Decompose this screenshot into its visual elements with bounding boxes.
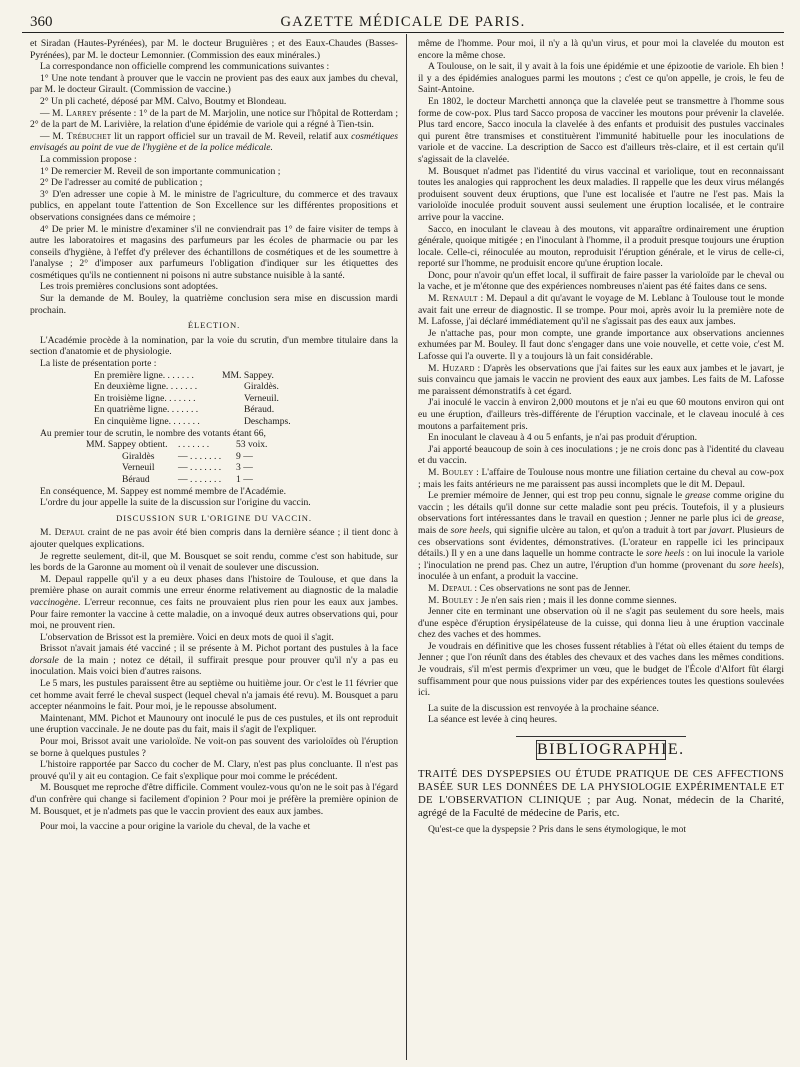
paragraph <box>418 490 784 583</box>
candidate-name: Deschamps. <box>244 416 291 427</box>
candidate-name: Béraud. <box>244 404 275 416</box>
paragraph: L'observation de Brissot est la première. Voici en deux mots de quoi il s'agit. <box>40 631 334 643</box>
paragraph-text: : Ces observations ne sont pas de Jenner. <box>471 582 631 594</box>
paragraph-text: présente : 1° de la part de M. Marjolin, une notice sur l'hôpital de Rotterdam ; 2° de la part de M. Larivière, la relation d'une épidémie de variole qui a régné à Tien-tsin. <box>30 107 398 131</box>
paragraph-text: . L'erreur reconnue, ces faits ne prouvaient plus rien pour les eaux aux jambes. Pour faire remonter la vaccine à cette maladie, on a invoqué deux autres observations qui, pour moi, ne prouvent rien. <box>30 596 398 632</box>
italic-text: grease <box>756 513 782 525</box>
paragraph-text: : M. Depaul a dit qu'avant le voyage de M. Leblanc à Toulouse tout le monde avait fait une erreur de diagnostic. Il se trompe. Pour moi, après avoir lu la première note de M. Lafosse, j'ai déclaré immédiatement qu'il ne s'agissait pas des eaux aux jambes. <box>418 293 784 328</box>
paragraph-text: M. Depaul rappelle qu'il y a eu deux phases dans l'histoire de Toulouse, et que dans la première phase on aurait commis une erreur énorme relativement au diagnostic de la maladie <box>30 573 398 597</box>
paragraph: Pour moi, la vaccine a pour origine la variole du cheval, de la vache et <box>40 821 311 833</box>
speaker-name: M. Renault <box>428 293 478 305</box>
paragraph: — M. Trébuchet lit un rapport officiel sur un travail de M. Reveil, relatif aux cosmétiques envisagés au point de vue de l'hygiène et de la police médicale. <box>30 130 398 154</box>
speaker-name: M. Depaul <box>40 527 85 539</box>
vote-count: 3 — <box>236 462 253 474</box>
paragraph: En inoculant le claveau à 4 ou 5 enfants, je n'ai pas produit d'éruption. <box>428 432 698 444</box>
vote-count: 53 voix. <box>236 439 268 451</box>
paragraph: L'histoire rapportée par Sacco du cocher de M. Clary, n'est pas plus concluante. Il n'est pas prouvé qu'il y ait eu contagion. Ce fait s'explique pour moi comme le précédent. <box>30 759 398 782</box>
paragraph: Qu'est-ce que la dyspepsie ? Pris dans le sens étymologique, le mot <box>428 824 687 836</box>
italic-text: sore heels <box>450 524 490 536</box>
paragraph-text: Brissot n'avait jamais été vacciné ; il se présente à M. Pichot portant des pustules à la face <box>40 643 398 655</box>
italic-text: sore heels <box>739 559 779 571</box>
speaker-name: M. Depaul <box>428 582 472 594</box>
paragraph: Je voudrais en définitive que les choses fussent rétablies à l'état où elles étaient du temps de Jenner ; que l'on réunît dans des étables des chevaux et des vaches dans les mêmes conditions. Je voudrais, s'il m'est permis d'exprimer un vœu, que le budget de l'École d'Alfort fût élargi suffisamment pour que nous puissions vider par des expériences toutes les questions soulevées ici. <box>418 640 784 699</box>
speaker-name: M. Trébuchet <box>52 130 112 142</box>
speaker-name: M. Bouley <box>428 466 474 478</box>
speaker-name: M. Larrey <box>52 107 97 119</box>
paragraph <box>418 595 784 607</box>
paragraph: Pour moi, Brissot avait une varioloïde. Ne voit-on pas souvent des varioloïdes où l'éruption se borne à quelques pustules ? <box>30 736 398 759</box>
paragraph: Sur la demande de M. Bouley, la quatrième conclusion sera mise en discussion mardi prochain. <box>30 293 398 316</box>
table-row <box>30 462 267 474</box>
vote-tally <box>30 439 267 485</box>
vote-count: 9 — <box>236 450 253 462</box>
list-item <box>30 416 314 428</box>
rank-label: En deuxième ligne. . . . . . . <box>94 381 198 393</box>
paragraph: J'ai apporté beaucoup de soin à ces inoculations ; je ne crois donc pas à l'identité du claveau et du vaccin. <box>418 443 784 467</box>
paragraph: En conséquence, M. Sappey est nommé membre de l'Académie. <box>40 485 287 497</box>
list-item <box>30 393 314 405</box>
paragraph: — M. Larrey présente : 1° de la part de M. Marjolin, une notice sur l'hôpital de Rotterdam ; 2° de la part de M. Larivière, la relation d'une épidémie de variole qui a régné à Tien-tsin. <box>30 107 398 131</box>
paragraph: La commission propose : <box>40 153 137 165</box>
paragraph: Donc, pour n'avoir qu'un effet local, il suffirait de faire passer la varioloïde par le cheval ou la vache, et je m'étonne que des expériences nombreuses n'aient pas été faites dans ce sens. <box>418 269 784 293</box>
paragraph: En 1802, le docteur Marchetti annonça que la clavelée peut se transmettre à l'homme sous forme de cow-pox. Plus tard Sacco proposa de vacciner les moutons pour prévenir la clavelée. Plus tard encore, Sacco inocula la clavelée à des enfants et produisit des pustules vaccinales qui purent être transmises et constituèrent l'immunité habituelle pour les inoculations de variole et de vaccine. La description de Sacco est d'ailleurs très-claire, et il est certain qu'il s'agissait de la clavelée. <box>418 95 784 165</box>
paragraph-text: . Plusieurs de ces observations sont évidentes, démonstratives. (L'orateur en rappelle ici les principaux détails.) Il y en a une dans laquelle un homme contracte le <box>418 524 785 560</box>
italic-text: javart <box>709 524 732 536</box>
paragraph-text: ), inoculée à un enfant, a produit la vaccine. <box>418 559 784 583</box>
speaker-name: M. Huzard <box>428 362 475 374</box>
table-row <box>30 451 267 463</box>
vote-name: MM. Sappey obtient. <box>86 439 168 451</box>
paragraph <box>418 363 784 398</box>
paragraph-text: : on lui inocule la variole ; l'inoculation ne prend pas. Chez un autre, l'éruption d'un homme (provenant du <box>418 548 785 571</box>
italic-text: vaccinogène <box>30 596 78 608</box>
rank-label: En quatrième ligne. . . . . . . <box>94 404 199 416</box>
paragraph: et Siradan (Hautes-Pyrénées), par M. le docteur Bruguières ; et des Eaux-Chaudes (Basses-Pyrénées), par M. le docteur Lemonnier. (Commission des eaux minérales.) <box>30 38 398 61</box>
paragraph: Au premier tour de scrutin, le nombre des votants étant 66, <box>40 427 266 439</box>
left-column <box>30 38 398 833</box>
vote-count: 1 — <box>236 473 253 485</box>
paragraph: M. Bousquet me reproche d'être difficile. Comment voulez-vous qu'on ne le soit pas à l'égard d'un confrère qui change si facilement d'opinion ? Pour moi je préfère la première opinion de M. Bousquet, et je n'admets pas que le vaccin provient des eaux aux jambes. <box>30 782 398 817</box>
vote-name: Giraldès <box>122 450 155 462</box>
paragraph <box>418 583 784 595</box>
paragraph <box>30 574 398 632</box>
list-item <box>30 370 314 382</box>
table-row <box>30 474 267 486</box>
paragraph: La liste de présentation porte : <box>40 358 157 370</box>
rank-label: En première ligne. . . . . . . <box>94 369 194 381</box>
candidate-name: Giraldès. <box>244 381 279 393</box>
book-title: TRAITÉ DES DYSPEPSIES OU ÉTUDE PRATIQUE DE CES AFFECTIONS BASÉE SUR LES DONNÉES DE LA PHYSIOLOGIE EXPÉRIMENTALE ET DE L'OBSERVATION CLINIQUE ; <box>418 767 784 807</box>
italic-text: grease <box>685 490 711 502</box>
paragraph-text: : L'affaire de Toulouse nous montre une filiation certaine du cheval au cow-pox ; mais les faits antérieurs ne me paraissent pas aussi incomplets que le dit M. Depaul. <box>418 466 784 490</box>
vote-leader: — . . . . . . . <box>178 450 222 462</box>
paragraph-text: , mais de <box>418 513 784 536</box>
speaker-name: M. Bouley <box>428 594 474 606</box>
right-column <box>418 38 784 836</box>
paragraph: La séance est levée à cinq heures. <box>428 714 558 726</box>
journal-title: GAZETTE MÉDICALE DE PARIS. <box>280 14 526 30</box>
paragraph-text: craint de ne pas avoir été bien compris dans la dernière séance ; il tient donc à ajouter quelques explications. <box>30 527 399 550</box>
paragraph: Je n'attache pas, pour mon compte, une grande importance aux observations anciennes exhumées par M. Bouley. Il faut donc s'engager dans une voie nouvelle, et cette voie, c'est M. Lafosse qui l'a ouverte. Il y a toujours là un fait considérable. <box>418 327 784 363</box>
vote-leader: . . . . . . . <box>178 439 210 451</box>
vote-name: Béraud <box>122 473 150 485</box>
paragraph <box>418 467 784 490</box>
rank-label: En troisième ligne. . . . . . . <box>94 392 196 404</box>
paragraph: Maintenant, MM. Pichot et Maunoury ont inoculé le pus de ces pustules, et ils ont reproduit une éruption vaccinale. Je ne doute pas du fait, mais il s'agit de l'expliquer. <box>30 712 398 736</box>
candidate-list <box>30 370 314 428</box>
page-number: 360 <box>30 14 53 30</box>
paragraph: 3° D'en adresser une copie à M. le ministre de l'agriculture, du commerce et des travaux publics, en appelant toute l'attention de Son Excellence sur les différentes propositions et observations consignées dans ce mémoire ; <box>30 188 398 223</box>
paragraph: L'Académie procède à la nomination, par la voie du scrutin, d'un membre titulaire dans la section d'anatomie et de physiologie. <box>30 334 398 358</box>
paragraph: même de l'homme. Pour moi, il n'y a là qu'un virus, et pour moi la clavelée du mouton est encore la même chose. <box>418 38 784 61</box>
page-header <box>22 10 784 33</box>
italic-text: sore heels <box>645 548 685 560</box>
paragraph: A Toulouse, on le sait, il y avait à la fois une épidémie et une épizootie de variole. Eh bien ! il y a des épidémies analogues parmi les moutons ; c'est ce qu'on appelle, je crois, le feu de Saint-Antoine. <box>418 61 784 96</box>
paragraph <box>30 643 398 678</box>
vote-leader: — . . . . . . . <box>178 462 222 474</box>
paragraph-text: lit un rapport officiel sur un travail de M. Reveil, relatif aux <box>111 130 352 142</box>
paragraph: 4° De prier M. le ministre d'examiner s'il ne conviendrait pas 1° de faire visiter de temps à autre les laboratoires et magasins des parfumeurs par les écoles de pharmacie ou par les conseils d'hygiène, à l'effet d'y prélever des échantillons de cosmétiques et de les soumettre à l'analyse ; 2° d'imposer aux parfumeurs l'obligation d'indiquer sur les étiquettes des cosmétiques qu'ils ne contiennent ni poisons ni autre substance nuisible à la santé. <box>30 223 398 281</box>
paragraph: L'ordre du jour appelle la suite de la discussion sur l'origine du vaccin. <box>40 497 311 509</box>
paragraph: 1° Une note tendant à prouver que le vaccin ne provient pas des eaux aux jambes du cheval, par M. le docteur Girault. (Commission de vaccine.) <box>30 72 398 96</box>
paragraph <box>418 293 784 328</box>
paragraph-text: de la main ; notez ce détail, il suffirait presque pour prouver qu'il n'y a pas eu inoculation. Mais voici bien d'autres raisons. <box>30 654 398 678</box>
paragraph-text: , qui signifie ulcère au talon, et qu'on a traduit à tort par <box>489 524 710 536</box>
list-item <box>30 404 314 416</box>
vote-leader: — . . . . . . . <box>178 473 222 485</box>
paragraph: Jenner cite en terminant une observation où il ne s'agit pas seulement du sore heels, mais d'une espèce d'éruption érysipélateuse de la cuisse, qui donna lieu à une éruption vaccinale chez des vaches et des hommes. <box>418 606 784 641</box>
italic-text: cosmétiques envisagés au point de vue de l'hygiène et de la police médicale. <box>30 130 398 154</box>
book-author: par Aug. Nonat, médecin de la Charité, agrégé de la Faculté de médecine de Paris, etc. <box>418 794 784 820</box>
paragraph: La correspondance non officielle comprend les communications suivantes : <box>40 61 330 73</box>
newspaper-page <box>22 10 784 1060</box>
section-heading-bibliography: BIBLIOGRAPHIE. <box>537 741 685 759</box>
paragraph: La suite de la discussion est renvoyée à la prochaine séance. <box>428 702 659 714</box>
paragraph: 1° De remercier M. Reveil de son importante communication ; <box>40 165 281 177</box>
paragraph-text: : D'après les observations que j'ai faites sur les eaux aux jambes et le javart, je suis convaincu que jamais le vaccin ne provient des eaux aux jambes. Les faits de M. Lafosse me paraissent démonstratifs à cet égard. <box>418 362 784 397</box>
table-row <box>30 439 267 451</box>
paragraph-text: comme origine du vaccin ; les détails qu'il donne sur cette maladie sont peu précis. Toutefois, il y a plusieurs observations fort intéressantes dans le travail en question ; Jenner ne parle plus ici de <box>418 490 785 525</box>
italic-text: dorsale <box>30 654 59 666</box>
rank-label: En cinquième ligne. . . . . . . <box>94 416 200 427</box>
vote-name: Verneuil <box>122 462 155 474</box>
section-heading-election: ÉLECTION. <box>187 320 241 331</box>
paragraph-text: Le premier mémoire de Jenner, qui est trop peu connu, signale le <box>428 490 686 502</box>
paragraph: J'ai inoculé le vaccin à environ 2,000 moutons et je n'ai eu que 60 moutons environ qui ont eu une éruption, d'ailleurs très-différente de l'éruption vaccinale, et le claveau inoculé à ces moutons a parfaitement pris. <box>418 397 784 432</box>
divider <box>516 736 686 737</box>
candidate-name: Verneuil. <box>244 392 279 404</box>
column-divider <box>406 34 407 1060</box>
paragraph: M. Bousquet n'admet pas l'identité du virus vaccinal et variolique, tout en reconnaissant toutes les analogies qui rapprochent les deux maladies. Il rappelle que les deux virus mélangés produisent souvent deux éruptions, que l'une est localisée et l'autre ne l'est pas. Mais la varioloïde inoculée produit souvent aussi seulement une éruption localisée, et le contraire arrive pour la vaccine. <box>418 165 784 223</box>
paragraph: 2° Un pli cacheté, déposé par MM. Calvo, Boutmy et Blondeau. <box>40 95 287 107</box>
paragraph <box>30 527 398 550</box>
paragraph: Le 5 mars, les pustules paraissent être au septième ou huitième jour. Or c'est le 11 février que cet homme avait ferré le cheval suspect (lequel cheval n'a jamais été revu). M. Bousquet a paru accepter néanmoins le fait. Pour moi, je le repousse absolument. <box>30 678 398 713</box>
paragraph: Sacco, en inoculant le claveau à des moutons, vit apparaître ordinairement une éruption générale, quoique mitigée ; en l'inoculant à l'homme, il a produit presque toujours une éruption locale. Celle-ci, réinoculée au mouton, reproduisit l'éruption générale, et le virus de celle-ci, reporté sur l'homme, ne produisit encore qu'une éruption locale. <box>418 223 784 270</box>
book-citation <box>418 768 784 821</box>
paragraph: Je regrette seulement, dit-il, que M. Bousquet se soit rendu, comme c'est son habitude, sur les bords de la Garonne au moment où il venait de soulever une discussion. <box>30 550 398 574</box>
section-heading-discussion: DISCUSSION SUR L'ORIGINE DU VACCIN. <box>116 512 312 523</box>
list-item <box>30 381 314 393</box>
paragraph: 2° De l'adresser au comité de publication ; <box>40 177 203 189</box>
candidate-name: MM. Sappey. <box>222 369 274 381</box>
paragraph: Les trois premières conclusions sont adoptées. <box>40 281 218 293</box>
paragraph-text: : Je n'en sais rien ; mais il les donne comme siennes. <box>473 594 677 606</box>
